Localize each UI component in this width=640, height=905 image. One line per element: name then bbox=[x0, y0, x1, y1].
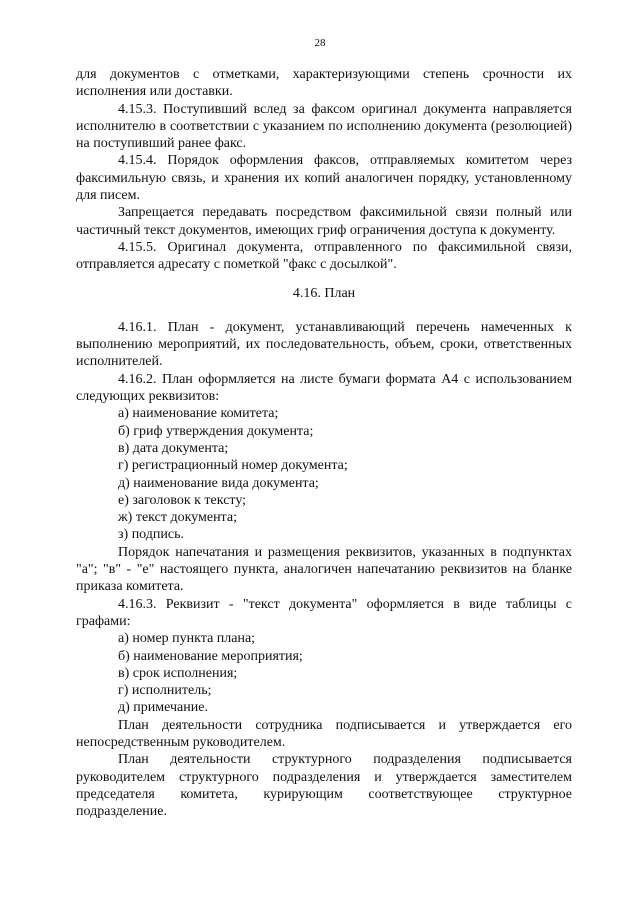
list-item: з) подпись. bbox=[118, 527, 184, 543]
list-item: в) срок исполнения; bbox=[118, 665, 238, 681]
paragraph-unit-plan: План деятельности структурного подразделения подписывается руководителем структурного подразделения и утверждается заместителем председателя комитета, курирующим соответствующее структурное подразделение. bbox=[76, 752, 572, 820]
columns-list bbox=[76, 630, 572, 716]
paragraph-4-16-1: 4.16.1. План - документ, устанавливающий перечень намеченных к выполнению мероприятий, их последовательность, объем, сроки, ответственных исполнителей. bbox=[76, 319, 572, 370]
list-item: а) номер пункта плана; bbox=[118, 631, 256, 647]
paragraph-4-15-3: 4.15.3. Поступивший вслед за факсом оригинал документа направляется исполнителю в соответствии с указанием по исполнению документа (резолюцией) на поступивший ранее факс. bbox=[76, 101, 572, 152]
paragraph-print-order: Порядок напечатания и размещения реквизитов, указанных в подпунктах "а"; "в" - "е" настоящего пункта, аналогичен напечатанию реквизитов на бланке приказа комитета. bbox=[76, 544, 572, 595]
document-body bbox=[76, 66, 572, 820]
list-item: г) исполнитель; bbox=[118, 683, 212, 699]
list-item: в) дата документа; bbox=[118, 440, 229, 456]
paragraph-continued: для документов с отметками, характеризующими степень срочности их исполнения или доставки. bbox=[76, 67, 572, 100]
paragraph-prohibition: Запрещается передавать посредством факсимильной связи полный или частичный текст документов, имеющих гриф ограничения доступа к документу. bbox=[76, 205, 572, 238]
paragraph-4-15-5: 4.15.5. Оригинал документа, отправленного по факсимильной связи, отправляется адресату с пометкой "факс с досылкой". bbox=[76, 239, 572, 273]
list-item: ж) текст документа; bbox=[118, 510, 237, 526]
page-number: 28 bbox=[314, 37, 326, 49]
paragraph-4-16-3: 4.16.3. Реквизит - "текст документа" оформляется в виде таблицы с графами: bbox=[76, 596, 572, 629]
requisites-list bbox=[76, 405, 572, 543]
paragraph-employee-plan: План деятельности сотрудника подписывается и утверждается его непосредственным руководителем. bbox=[76, 717, 572, 750]
paragraph-4-15-4: 4.15.4. Порядок оформления факсов, отправляемых комитетом через факсимильную связь, и хранения их копий аналогичен порядку, установленному для писем. bbox=[76, 153, 572, 204]
list-item: б) наименование мероприятия; bbox=[118, 648, 303, 664]
list-item: г) регистрационный номер документа; bbox=[118, 458, 348, 474]
list-item: е) заголовок к тексту; bbox=[118, 492, 247, 508]
section-heading: 4.16. План bbox=[292, 285, 356, 301]
list-item: д) наименование вида документа; bbox=[118, 475, 319, 491]
paragraph-4-16-2: 4.16.2. План оформляется на листе бумаги формата А4 с использованием следующих реквизитов: bbox=[76, 371, 572, 405]
list-item: а) наименование комитета; bbox=[118, 406, 279, 422]
list-item: д) примечание. bbox=[118, 700, 208, 716]
list-item: б) гриф утверждения документа; bbox=[118, 423, 314, 439]
